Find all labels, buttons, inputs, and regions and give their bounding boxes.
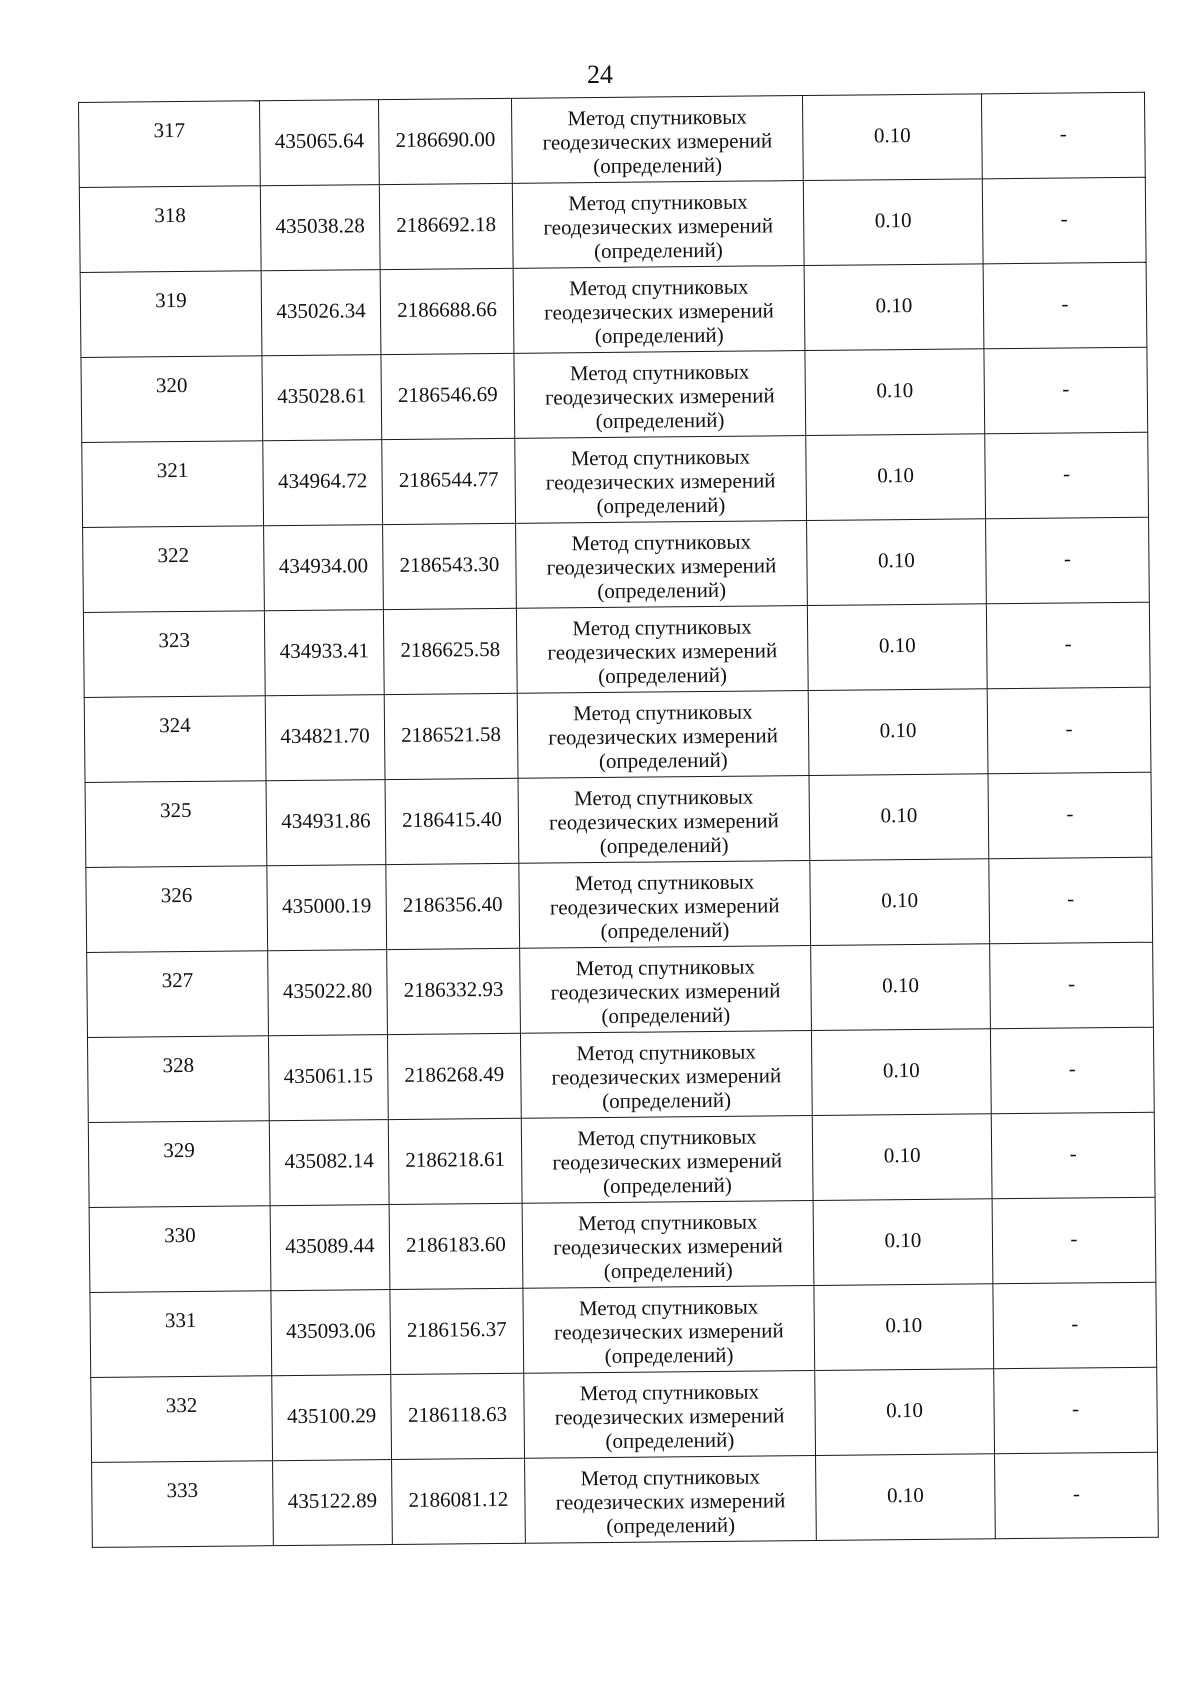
coordinate-x: 435122.89 xyxy=(287,1488,378,1514)
description-cell xyxy=(992,1197,1156,1284)
accuracy-cell xyxy=(813,1199,993,1286)
method-line: (определений) xyxy=(605,1427,735,1453)
description-value: - xyxy=(1067,971,1076,996)
coordinate-x-cell xyxy=(270,1205,390,1291)
coordinate-x-cell xyxy=(268,1035,388,1121)
accuracy-value: 0.10 xyxy=(878,632,916,658)
method-text xyxy=(520,946,811,1029)
method-line: Метод спутниковых xyxy=(579,1379,760,1406)
method-line: Метод спутниковых xyxy=(576,1039,756,1066)
accuracy-cell xyxy=(807,604,987,691)
coordinate-x: 435065.64 xyxy=(274,128,365,154)
coordinate-x: 434933.41 xyxy=(279,638,370,664)
coordinate-x: 434964.72 xyxy=(277,468,368,494)
table-row xyxy=(83,517,1150,612)
coordinate-x: 435082.14 xyxy=(284,1148,374,1174)
method-text xyxy=(513,181,804,264)
method-cell xyxy=(522,1200,814,1288)
description-value: - xyxy=(1066,801,1074,826)
table-row xyxy=(82,432,1149,527)
method-line: (определений) xyxy=(596,492,726,519)
coordinate-x: 434931.86 xyxy=(281,808,371,834)
method-line: (определений) xyxy=(593,237,723,264)
coordinate-y-cell xyxy=(389,1203,523,1289)
method-line: (определений) xyxy=(594,322,724,349)
coordinate-x-cell xyxy=(273,1460,393,1546)
table-row xyxy=(90,1282,1157,1377)
accuracy-cell xyxy=(811,944,991,1031)
method-cell xyxy=(525,1455,817,1543)
method-line: (определений) xyxy=(602,1172,732,1199)
accuracy-cell xyxy=(816,1454,996,1541)
method-text xyxy=(512,96,803,179)
coordinate-x-cell xyxy=(271,1290,391,1376)
coordinate-x: 435093.06 xyxy=(286,1318,376,1344)
description-value: - xyxy=(1063,546,1072,571)
point-number: 319 xyxy=(155,287,187,313)
description-value: - xyxy=(1062,376,1070,401)
description-value: - xyxy=(1067,886,1075,911)
method-line: (определений) xyxy=(603,1257,733,1284)
point-number-cell xyxy=(90,1291,272,1378)
coordinate-x-cell xyxy=(259,100,379,186)
method-line: Метод спутниковых xyxy=(568,189,748,216)
coordinate-x: 435061.15 xyxy=(283,1063,374,1089)
accuracy-cell xyxy=(811,1029,991,1116)
coordinate-y-cell xyxy=(378,98,512,184)
table-row xyxy=(80,262,1147,357)
accuracy-cell xyxy=(814,1284,994,1371)
coordinate-y: 2186183.60 xyxy=(405,1231,506,1257)
method-line: Метод спутниковых xyxy=(569,274,749,301)
method-line: Метод спутниковых xyxy=(572,614,752,641)
accuracy-value: 0.10 xyxy=(877,547,915,573)
coordinate-y: 2186625.58 xyxy=(400,636,501,662)
point-number: 324 xyxy=(159,712,191,738)
method-line: геодезических измерений xyxy=(546,553,777,580)
point-number-cell xyxy=(81,356,263,443)
point-number: 327 xyxy=(161,967,194,993)
description-cell xyxy=(994,1367,1158,1454)
method-text xyxy=(521,1031,812,1114)
description-value: - xyxy=(1070,1226,1078,1251)
coordinate-y-cell xyxy=(386,863,520,949)
method-line: Метод спутниковых xyxy=(574,869,755,896)
description-value: - xyxy=(1062,461,1071,486)
accuracy-value: 0.10 xyxy=(877,462,915,488)
method-line: (определений) xyxy=(601,1002,731,1029)
coordinate-y: 2186415.40 xyxy=(401,806,502,832)
coordinate-y: 2186356.40 xyxy=(402,891,503,917)
description-value: - xyxy=(1060,206,1068,231)
point-number-cell xyxy=(79,186,261,273)
coordinate-x-cell xyxy=(272,1375,392,1461)
coordinate-y: 2186156.37 xyxy=(406,1316,507,1342)
point-number: 321 xyxy=(156,457,189,483)
point-number-cell xyxy=(89,1206,271,1293)
point-number-cell xyxy=(91,1376,273,1463)
method-line: геодезических измерений xyxy=(551,1063,782,1090)
method-line: геодезических измерений xyxy=(545,468,776,495)
accuracy-cell xyxy=(807,519,987,606)
coordinate-y: 2186218.61 xyxy=(405,1146,506,1172)
method-text xyxy=(517,606,808,689)
point-number: 328 xyxy=(162,1052,195,1078)
point-number-cell xyxy=(80,271,262,358)
point-number: 322 xyxy=(157,542,190,568)
method-text xyxy=(514,351,805,434)
accuracy-cell xyxy=(808,689,988,776)
point-number-cell xyxy=(87,1036,269,1123)
description-cell xyxy=(988,772,1152,859)
page-number: 24 xyxy=(587,60,613,89)
accuracy-value: 0.10 xyxy=(881,887,919,913)
coordinate-y-cell xyxy=(387,948,521,1034)
description-value: - xyxy=(1064,631,1072,656)
coordinate-y-cell xyxy=(379,183,513,269)
accuracy-value: 0.10 xyxy=(879,717,917,743)
method-text xyxy=(523,1286,814,1369)
coordinate-x-cell xyxy=(263,440,383,526)
method-line: геодезических измерений xyxy=(553,1318,784,1345)
coordinate-x-cell xyxy=(268,950,388,1036)
point-number: 333 xyxy=(166,1477,199,1503)
description-cell xyxy=(984,347,1148,434)
coordinate-x-cell xyxy=(269,1120,389,1206)
accuracy-value: 0.10 xyxy=(884,1227,922,1253)
accuracy-value: 0.10 xyxy=(873,123,911,148)
coordinate-y: 2186544.77 xyxy=(398,466,499,492)
accuracy-cell xyxy=(809,774,989,861)
coordinate-y-cell xyxy=(382,438,516,524)
coordinate-y: 2186081.12 xyxy=(408,1486,509,1512)
method-line: геодезических измерений xyxy=(544,383,775,410)
coordinate-x: 435089.44 xyxy=(285,1233,375,1259)
method-line: геодезических измерений xyxy=(548,723,779,750)
method-text xyxy=(519,861,810,944)
description-cell xyxy=(989,857,1153,944)
description-cell xyxy=(993,1282,1157,1369)
table-row xyxy=(79,177,1146,272)
method-cell xyxy=(513,266,805,354)
coordinate-x: 435022.80 xyxy=(282,978,373,1004)
table-row xyxy=(79,92,1146,187)
description-cell xyxy=(987,687,1151,774)
coordinate-x: 435000.19 xyxy=(281,893,372,919)
accuracy-cell xyxy=(806,434,986,521)
method-line: геодезических измерений xyxy=(547,638,778,665)
method-line: геодезических измерений xyxy=(550,978,781,1005)
coordinate-x-cell xyxy=(266,780,386,866)
point-number-cell xyxy=(79,101,261,188)
point-number-cell xyxy=(83,611,265,698)
accuracy-cell xyxy=(815,1369,995,1456)
accuracy-cell xyxy=(812,1114,992,1201)
coordinate-y-cell xyxy=(392,1458,526,1544)
method-line: геодезических измерений xyxy=(554,1403,785,1430)
coordinate-x-cell xyxy=(265,695,385,781)
method-cell xyxy=(524,1370,816,1458)
accuracy-value: 0.10 xyxy=(883,1142,921,1168)
method-cell xyxy=(512,181,804,269)
coordinate-x: 435026.34 xyxy=(276,298,366,324)
point-number: 317 xyxy=(153,117,186,143)
method-cell xyxy=(521,1115,813,1203)
accuracy-value: 0.10 xyxy=(874,208,912,233)
table-row xyxy=(85,772,1152,867)
coordinate-y-cell xyxy=(381,353,515,439)
method-line: Метод спутниковых xyxy=(570,444,751,471)
description-value: - xyxy=(1068,1056,1076,1081)
method-line: Метод спутниковых xyxy=(567,104,747,131)
method-line: (определений) xyxy=(602,1087,732,1114)
point-number: 318 xyxy=(154,202,186,228)
method-cell xyxy=(515,436,807,524)
method-cell xyxy=(516,521,808,609)
table-row xyxy=(88,1112,1155,1207)
point-number-cell xyxy=(86,866,268,953)
coordinate-x-cell xyxy=(267,865,387,951)
method-line: (определений) xyxy=(593,152,723,179)
coordinate-y-cell xyxy=(383,608,517,694)
method-cell xyxy=(517,691,809,779)
method-cell xyxy=(518,776,810,864)
method-line: (определений) xyxy=(600,917,730,944)
table-row xyxy=(91,1367,1158,1462)
table-row xyxy=(87,942,1154,1037)
coordinate-x: 434934.00 xyxy=(278,553,369,579)
table-row xyxy=(81,347,1148,442)
description-cell xyxy=(986,517,1150,604)
method-text xyxy=(524,1371,815,1454)
point-number: 326 xyxy=(160,882,193,908)
description-value: - xyxy=(1061,291,1069,316)
description-cell xyxy=(985,432,1149,519)
accuracy-value: 0.10 xyxy=(876,377,914,403)
coordinate-y: 2186521.58 xyxy=(401,721,502,747)
accuracy-cell xyxy=(805,349,985,436)
accuracy-value: 0.10 xyxy=(882,972,920,998)
description-cell xyxy=(986,602,1150,689)
method-text xyxy=(523,1201,814,1284)
method-cell xyxy=(523,1285,815,1373)
point-number-cell xyxy=(83,526,265,613)
description-value: - xyxy=(1065,716,1073,741)
accuracy-value: 0.10 xyxy=(885,1312,923,1338)
coordinates-table-body xyxy=(79,92,1159,1547)
method-line: Метод спутниковых xyxy=(577,1209,758,1236)
coordinate-y: 2186692.18 xyxy=(396,211,497,237)
description-value: - xyxy=(1069,1141,1077,1166)
coordinate-x-cell xyxy=(260,185,380,271)
point-number-cell xyxy=(88,1121,270,1208)
accuracy-value: 0.10 xyxy=(880,802,918,828)
description-value: - xyxy=(1071,1311,1079,1336)
method-line: (определений) xyxy=(599,832,729,859)
accuracy-value: 0.10 xyxy=(886,1482,924,1508)
method-line: Метод спутниковых xyxy=(573,784,754,811)
method-text xyxy=(522,1116,813,1199)
description-cell xyxy=(991,1112,1155,1199)
description-value: - xyxy=(1059,121,1067,146)
coordinate-x-cell xyxy=(264,610,384,696)
method-line: геодезических измерений xyxy=(544,298,774,325)
method-line: геодезических измерений xyxy=(543,213,774,240)
coordinate-y: 2186690.00 xyxy=(395,126,496,152)
description-cell xyxy=(990,942,1154,1029)
description-value: - xyxy=(1072,1481,1081,1506)
method-cell xyxy=(519,861,811,949)
accuracy-cell xyxy=(803,179,983,266)
method-line: Метод спутниковых xyxy=(571,529,752,556)
method-text xyxy=(516,521,807,604)
description-cell xyxy=(990,1027,1154,1114)
method-line: Метод спутниковых xyxy=(573,699,753,726)
coordinate-y-cell xyxy=(383,523,517,609)
coordinate-y-cell xyxy=(384,693,518,779)
accuracy-value: 0.10 xyxy=(886,1397,924,1423)
table-row xyxy=(89,1197,1156,1292)
coordinate-y: 2186546.69 xyxy=(397,381,498,407)
method-line: Метод спутниковых xyxy=(575,954,756,981)
method-line: геодезических измерений xyxy=(549,893,780,920)
coordinate-y-cell xyxy=(385,778,519,864)
method-cell xyxy=(511,96,803,184)
method-line: (определений) xyxy=(597,577,727,604)
method-line: геодезических измерений xyxy=(552,1148,783,1175)
point-number-cell xyxy=(87,951,269,1038)
description-cell xyxy=(982,177,1146,264)
method-cell xyxy=(520,1031,812,1119)
coordinate-y-cell xyxy=(388,1118,522,1204)
method-line: геодезических измерений xyxy=(542,128,773,155)
method-line: геодезических измерений xyxy=(553,1233,783,1260)
point-number: 325 xyxy=(159,797,192,823)
coordinate-y: 2186332.93 xyxy=(403,976,504,1002)
accuracy-cell xyxy=(804,264,984,351)
method-line: Метод спутниковых xyxy=(580,1464,760,1491)
method-text xyxy=(525,1456,816,1539)
description-cell xyxy=(981,92,1145,179)
method-line: геодезических измерений xyxy=(548,808,779,835)
table-row xyxy=(83,602,1150,697)
method-line: Метод спутниковых xyxy=(578,1294,759,1321)
accuracy-cell xyxy=(810,859,990,946)
method-line: Метод спутниковых xyxy=(569,359,750,386)
table-row xyxy=(84,687,1151,782)
coordinate-x: 434821.70 xyxy=(280,723,370,749)
description-cell xyxy=(995,1452,1159,1539)
point-number-cell xyxy=(84,696,266,783)
method-line: геодезических измерений xyxy=(555,1488,786,1515)
table-row xyxy=(86,857,1153,952)
point-number: 332 xyxy=(165,1392,198,1418)
accuracy-value: 0.10 xyxy=(882,1057,920,1083)
method-line: (определений) xyxy=(604,1342,734,1369)
table-row xyxy=(92,1452,1159,1547)
coordinate-y: 2186118.63 xyxy=(408,1401,508,1427)
coordinate-y-cell xyxy=(390,1288,524,1374)
coordinate-y-cell xyxy=(391,1373,525,1459)
coordinate-x: 435100.29 xyxy=(286,1403,377,1429)
point-number: 320 xyxy=(155,372,188,398)
coordinate-x: 435038.28 xyxy=(275,213,365,239)
accuracy-cell xyxy=(802,94,982,181)
point-number: 329 xyxy=(163,1137,195,1163)
coordinate-x-cell xyxy=(264,525,384,611)
table-row xyxy=(87,1027,1154,1122)
method-line: (определений) xyxy=(598,747,728,774)
accuracy-value: 0.10 xyxy=(875,293,913,318)
method-line: (определений) xyxy=(595,407,725,434)
method-cell xyxy=(516,606,808,694)
description-value: - xyxy=(1071,1396,1080,1421)
coordinate-y: 2186268.49 xyxy=(404,1061,505,1087)
method-text xyxy=(514,266,805,349)
method-line: Метод спутниковых xyxy=(577,1124,757,1151)
method-cell xyxy=(520,946,812,1034)
coordinates-table xyxy=(78,92,1159,1548)
coordinate-x-cell xyxy=(261,270,381,356)
description-cell xyxy=(983,262,1147,349)
point-number-cell xyxy=(82,441,264,528)
method-text xyxy=(515,436,806,519)
method-cell xyxy=(514,351,806,439)
coordinate-x-cell xyxy=(262,355,382,441)
coordinate-y: 2186688.66 xyxy=(397,296,497,322)
method-line: (определений) xyxy=(606,1512,736,1538)
method-text xyxy=(518,691,809,774)
point-number: 323 xyxy=(158,627,191,653)
method-line: (определений) xyxy=(598,662,728,689)
method-text xyxy=(519,776,810,859)
coordinate-y-cell xyxy=(380,268,514,354)
point-number-cell xyxy=(92,1461,274,1548)
point-number-cell xyxy=(85,781,267,868)
point-number: 330 xyxy=(164,1222,196,1248)
coordinate-y-cell xyxy=(387,1033,521,1119)
point-number: 331 xyxy=(164,1307,197,1333)
coordinate-y: 2186543.30 xyxy=(399,551,500,577)
coordinate-x: 435028.61 xyxy=(277,383,367,409)
